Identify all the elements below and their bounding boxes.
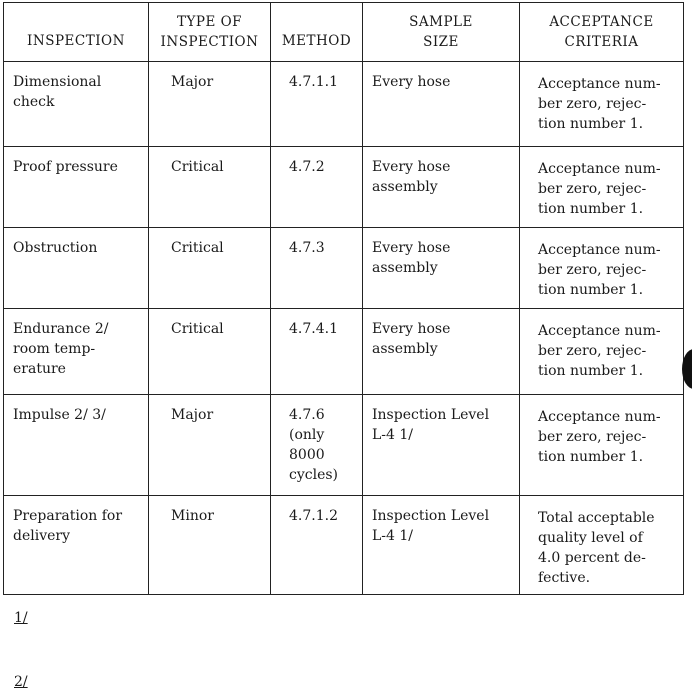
table-row (4, 309, 684, 395)
cell-type: Critical (149, 147, 271, 228)
cell-type: Major (149, 395, 271, 496)
cell-inspection: Impulse 2/ 3/ (4, 395, 149, 496)
cell-method: 4.7.1.1 (271, 62, 363, 147)
cell-method: 4.7.2 (271, 147, 363, 228)
table-header-row (4, 3, 684, 62)
cell-criteria: Acceptance num- ber zero, rejec- tion number 1. (520, 147, 684, 228)
footnote-marker: 2/ (14, 674, 28, 690)
cell-inspection: Proof pressure (4, 147, 149, 228)
cell-criteria: Acceptance num- ber zero, rejec- tion number 1. (520, 309, 684, 395)
header-acceptance-criteria: ACCEPTANCE CRITERIA (520, 3, 684, 62)
cell-criteria: Acceptance num- ber zero, rejec- tion number 1. (520, 228, 684, 309)
header-inspection: INSPECTION (4, 3, 149, 62)
table-row (4, 147, 684, 228)
cell-sample-size: Every hose assembly (363, 309, 520, 395)
table-row (4, 228, 684, 309)
cell-sample-size: Every hose assembly (363, 228, 520, 309)
cell-sample-size: Inspection Level L-4 1/ (363, 496, 520, 595)
footnote-1 (14, 610, 28, 626)
cell-type: Minor (149, 496, 271, 595)
inspection-table-container (3, 2, 684, 595)
cell-method: 4.7.3 (271, 228, 363, 309)
table-row (4, 496, 684, 595)
table-row (4, 395, 684, 496)
cell-sample-size: Every hose assembly (363, 147, 520, 228)
header-method: METHOD (271, 3, 363, 62)
cell-criteria: Total acceptable quality level of 4.0 percent de- fective. (520, 496, 684, 595)
cell-criteria: Acceptance num- ber zero, rejec- tion number 1. (520, 395, 684, 496)
cell-method: 4.7.4.1 (271, 309, 363, 395)
cell-inspection: Dimensional check (4, 62, 149, 147)
footnote-2 (14, 674, 28, 690)
header-sample-size: SAMPLE SIZE (363, 3, 520, 62)
cell-sample-size: Every hose (363, 62, 520, 147)
cell-criteria: Acceptance num- ber zero, rejec- tion number 1. (520, 62, 684, 147)
table-row (4, 62, 684, 147)
cell-method: 4.7.1.2 (271, 496, 363, 595)
cell-inspection: Endurance 2/ room temp- erature (4, 309, 149, 395)
cell-inspection: Obstruction (4, 228, 149, 309)
cell-type: Major (149, 62, 271, 147)
cell-method: 4.7.6 (only 8000 cycles) (271, 395, 363, 496)
header-type-of-inspection: TYPE OF INSPECTION (149, 3, 271, 62)
cell-type: Critical (149, 228, 271, 309)
cell-type: Critical (149, 309, 271, 395)
cell-sample-size: Inspection Level L-4 1/ (363, 395, 520, 496)
footnote-marker: 1/ (14, 610, 28, 626)
cell-inspection: Preparation for delivery (4, 496, 149, 595)
inspection-table (3, 2, 684, 595)
